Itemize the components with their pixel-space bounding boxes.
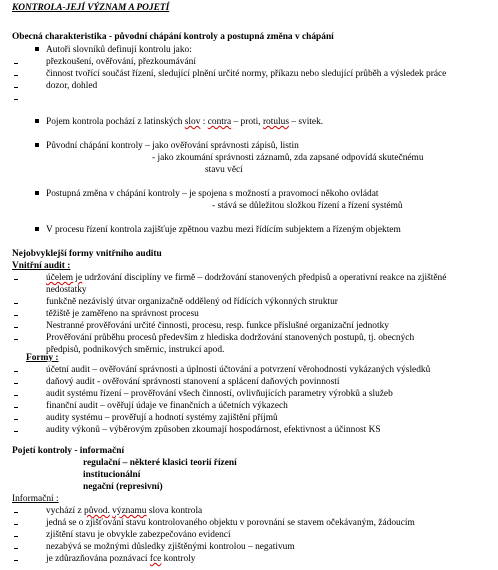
bullet-process: V procesu řízení kontrola zajišťuje zpětnou vazbu mezi řídícím subjektem a řízeným objektem <box>35 225 401 236</box>
concept-item: regulační – některé klasici teorií řízení <box>83 458 237 468</box>
internal-audit-item: Nestranné prověřování určité činnosti, procesu, resp. funkce příslušné organizační jednotky <box>46 321 389 331</box>
audit-form-item: audity výkonů – výběrovým způsoben zkoumají hospodárnost, efektivnost a účinnost KS <box>46 425 381 435</box>
internal-audit-item: účelem je udržování disciplíny ve firmě – dodržování stanovených předpisů a operativní reakce na zjištěné <box>46 273 447 283</box>
document-title: KONTROLA-JEJÍ VÝZNAM A POJETÍ <box>12 3 170 13</box>
informational-item: zjištění stavu je obvykle zabezpečováno evidencí <box>46 530 231 540</box>
definition-item: přezkoušení, ověřování, přezkoumávání <box>46 57 196 67</box>
original-meaning-line: - jako zkoumání správnosti záznamů, zda zapsané odpovídá skutečnému <box>152 153 424 163</box>
concept-item: institucionální <box>83 470 141 480</box>
dash-bullet-icon <box>14 536 18 537</box>
dash-bullet-icon <box>14 419 18 420</box>
gradual-change-line: - stává se důležitou složkou řízení a řízení systémů <box>212 201 403 211</box>
dash-bullet-icon <box>14 383 18 384</box>
dash-bullet-icon <box>14 87 18 88</box>
informational-item: jedná se o zjišťování stavu kontrolovaného objektu v porovnání se stavem očekávaným, žádoucím <box>46 518 415 528</box>
dash-bullet-icon <box>14 548 18 549</box>
dash-bullet-icon <box>14 339 18 340</box>
dash-bullet-icon <box>14 524 18 525</box>
audit-form-item: účetní audit – ověřování správnosti a úplnosti účtování a potvrzení věrohodnosti vykázaných výsledků <box>46 365 431 375</box>
audit-form-item: audity systému – prověřují a hodnotí systémy zajištění příjmů <box>46 413 278 423</box>
dash-bullet-icon <box>14 99 18 100</box>
dash-bullet-icon <box>14 560 18 561</box>
dash-bullet-icon <box>14 63 18 64</box>
forms-label: Formy : <box>26 353 59 363</box>
square-bullet-icon <box>35 143 39 147</box>
internal-audit-item: nedostatky <box>46 285 87 295</box>
original-meaning-line: stavu věcí <box>205 165 243 175</box>
dash-bullet-icon <box>14 407 18 408</box>
section-heading-concept: Pojetí kontroly - informační <box>12 446 125 456</box>
bullet-original-meaning: Původní chápání kontroly – jako ověřování správnosti zápisů, listin <box>35 141 299 152</box>
dash-bullet-icon <box>14 279 18 280</box>
internal-audit-label: Vnitřní audit : <box>12 261 71 271</box>
definition-item: dozor, dohled <box>46 81 98 91</box>
bullet-gradual-change: Postupná změna v chápání kontroly – je spojena s možností a pravomocí někoho ovládat <box>35 189 378 200</box>
dash-bullet-icon <box>14 395 18 396</box>
square-bullet-icon <box>35 191 39 195</box>
section-heading-general: Obecná charakteristika - původní chápání kontroly a postupná změna v chápání <box>12 32 334 42</box>
audit-form-item: finanční audit – ověřují údaje ve finančních a účetních výkazech <box>46 401 288 411</box>
informational-item: je zdůrazňována poznávací fce kontroly <box>46 554 196 564</box>
bullet-etymology: Pojem kontrola pochází z latinských slov : contra – proti, rotulus – svitek. <box>35 117 323 128</box>
audit-form-item: audit systému řízení – prověřování všech činností, ovlivňujících parametry výrobků a služeb <box>46 389 393 399</box>
square-bullet-icon <box>35 47 39 51</box>
internal-audit-item: funkčně nezávislý útvar organizačně oddělený od řídících výkonných struktur <box>46 297 338 307</box>
section-heading-audit: Nejobvyklejší formy vnitřního auditu <box>12 249 162 259</box>
square-bullet-icon <box>35 227 39 231</box>
informational-item: nezabývá se možnými důsledky zjištěnými kontrolou – negativum <box>46 542 295 552</box>
dash-bullet-icon <box>14 315 18 316</box>
informational-item: vychází z původ. významu slova kontrola <box>46 506 203 516</box>
concept-item: negační (represivní) <box>83 482 163 492</box>
dash-bullet-icon <box>14 512 18 513</box>
informational-label: Informační : <box>12 494 59 504</box>
internal-audit-item: Prověřování průběhu procesů především z hlediska dodržování stanovených postupů, tj. obecných <box>46 333 415 343</box>
internal-audit-item: těžiště je zaměřeno na správnost procesu <box>46 309 199 319</box>
dash-bullet-icon <box>14 75 18 76</box>
square-bullet-icon <box>35 119 39 123</box>
bullet-authors: Autoři slovníků definují kontrolu jako: <box>35 45 192 56</box>
internal-audit-item: předpisů, podnikových směrnic, instrukcí apod. <box>46 345 225 355</box>
audit-form-item: daňový audit - ověřování správnosti stanovení a splácení daňových povinností <box>46 377 340 387</box>
dash-bullet-icon <box>14 431 18 432</box>
dash-bullet-icon <box>14 303 18 304</box>
dash-bullet-icon <box>14 327 18 328</box>
dash-bullet-icon <box>14 371 18 372</box>
definition-item: činnost tvořící součást řízení, sledující plnění určité normy, příkazu nebo sledující průběh a výsledek práce <box>46 69 447 79</box>
